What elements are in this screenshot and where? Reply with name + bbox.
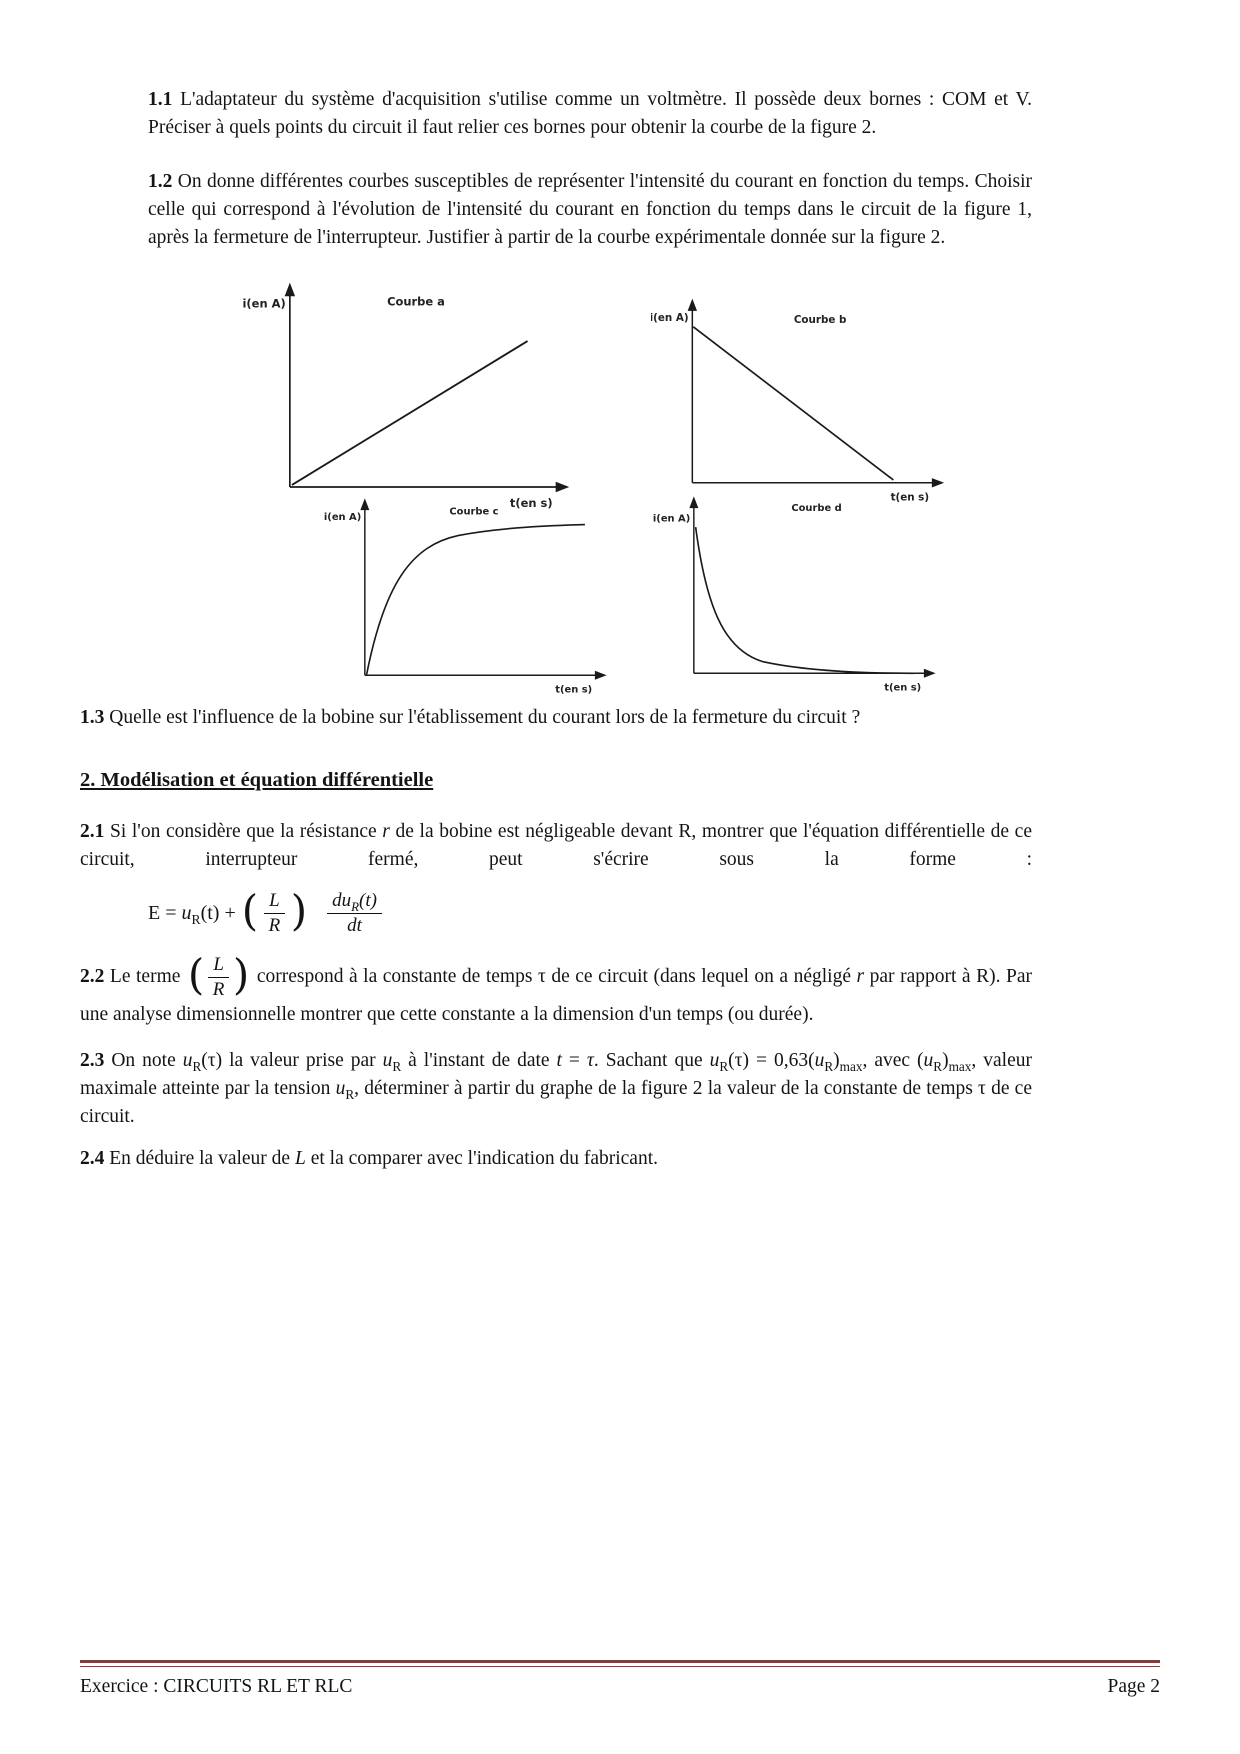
page-content: [80, 0, 1032, 1173]
section-2-heading: 2. Modélisation et équation différentielle: [80, 769, 434, 791]
fraction-L-over-R: [264, 890, 285, 937]
paragraph-1-2: 1.2 On donne différentes courbes susceptibles de représenter l'intensité du courant en fonction du temps. Choisir celle qui correspond à l'évolution de l'intensité du courant en fonction du temps dans le circuit de la figure 1, après la fermeture de l'interrupteur. Justifier à partir de la courbe expérimentale donnée sur la figure 2.: [148, 171, 1032, 248]
graph-title: Courbe d: [791, 502, 842, 514]
curve: [367, 525, 585, 675]
paragraph-2-1: 2.1 Si l'on considère que la résistance r de la bobine est négligeable devant R, montrer que l'équation différentielle de ce circuit, interrupteur fermé, peut s'écrire sous la forme :: [80, 821, 1032, 870]
x-axis-label: t(en s): [890, 491, 930, 504]
curve: [696, 527, 914, 673]
curve: [292, 341, 528, 485]
y-axis-arrow: [360, 498, 369, 510]
graph-courbe-c: [319, 484, 629, 702]
left-paren: (: [187, 950, 205, 1000]
curve: [693, 327, 893, 480]
paragraph-2-2: [80, 950, 1033, 1029]
y-axis-arrow: [688, 299, 697, 311]
graph-courbe-c-svg: [319, 484, 629, 696]
y-axis-label: i(en A): [653, 513, 691, 525]
graph-courbe-a-svg: [236, 266, 596, 511]
fraction-numerator: L: [264, 890, 285, 914]
derivative-numerator: $du_R(t)$: [327, 890, 382, 914]
x-axis-arrow: [595, 671, 607, 680]
equation-lead: $E = u_R(t)$ +: [148, 901, 236, 927]
fraction-numerator: L: [208, 954, 229, 978]
paragraph-2-4: 2.4 En déduire la valeur de L et la comparer avec l'indication du fabricant.: [80, 1147, 659, 1169]
x-axis-label: t(en s): [555, 684, 593, 696]
derivative-denominator: dt: [347, 914, 362, 936]
fraction-denominator: R: [212, 978, 225, 1000]
x-axis-label: t(en s): [509, 495, 553, 510]
x-axis-arrow: [924, 669, 936, 678]
graph-courbe-d-svg: [653, 482, 953, 694]
graph-title: Courbe b: [793, 314, 847, 327]
y-axis-arrow: [285, 283, 295, 297]
footer-text-row: [80, 1676, 1160, 1698]
fraction-L-over-R: [208, 954, 229, 1001]
graph-courbe-a: [236, 266, 596, 517]
figure-curves-grid: [80, 266, 1160, 696]
fraction-denominator: R: [268, 914, 281, 936]
paragraph-1-1: 1.1 L'adaptateur du système d'acquisition s'utilise comme un voltmètre. Il possède deux bornes : COM et V. Préciser à quels points du circuit il faut relier ces bornes pour obtenir la courbe de la figure 2.: [148, 89, 1032, 138]
y-axis-label: i(en A): [242, 296, 286, 311]
y-axis-arrow: [689, 496, 698, 508]
right-paren: ): [290, 886, 308, 936]
paragraph-2-2-lead: 2.2 Le terme: [80, 965, 181, 987]
footer-page-number: Page 2: [1107, 1676, 1160, 1697]
page-footer: [80, 1660, 1160, 1698]
footer-double-rule: [80, 1660, 1160, 1667]
graph-courbe-b-svg: [651, 274, 961, 514]
paragraph-2-3: 2.3 On note $u_R(\tau)$ la valeur prise par $u_R$ à l'instant de date t = τ. Sachant que $u_R(\tau) = 0,63(u_R)_{max}$, avec $(u_R)_{max}$, valeur maximale atteinte par la tension $u_R$, déterminer à partir du graphe de la figure 2 la valeur de la constante de temps τ de ce circuit.: [80, 1049, 1032, 1127]
paragraph-2-2-rest: correspond à la constante de temps τ de ce circuit (dans lequel on a négligé r par rapport à R). Par une analyse dimensionnelle montrer que cette constante a la dimension d'un temps (ou durée).: [80, 965, 1033, 1025]
y-axis-label: i(en A): [651, 312, 689, 325]
left-paren: (: [241, 886, 259, 936]
graph-title: Courbe a: [387, 294, 445, 309]
graph-title: Courbe c: [449, 506, 499, 518]
derivative-fraction: [327, 890, 382, 937]
right-paren: ): [232, 950, 250, 1000]
equation-2-1: [148, 882, 1032, 944]
x-axis-label: t(en s): [884, 682, 922, 694]
footer-exercise-label: Exercice : CIRCUITS RL ET RLC: [80, 1676, 353, 1697]
graph-courbe-d: [653, 482, 953, 700]
y-axis-label: i(en A): [323, 512, 362, 524]
paragraph-1-3: 1.3 Quelle est l'influence de la bobine sur l'établissement du courant lors de la fermeture du circuit ?: [80, 707, 861, 728]
